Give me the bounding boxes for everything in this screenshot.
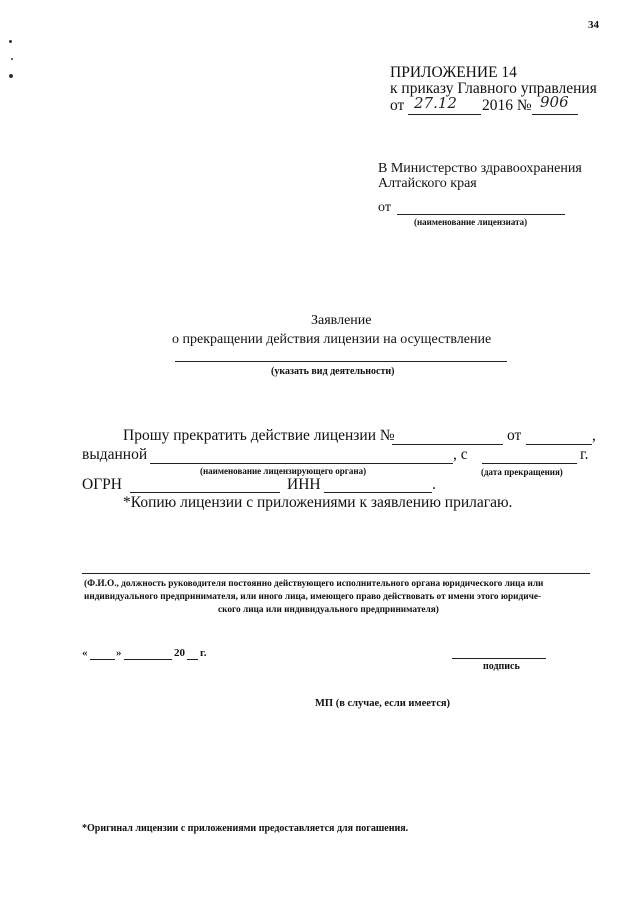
licensee-name-caption: (наименование лицензиата) (414, 217, 528, 227)
activity-type-caption: (указать вид деятельности) (271, 366, 395, 377)
date-year-prefix: 20 (174, 647, 185, 659)
inn-line (324, 492, 432, 493)
termination-since-label: , с (453, 446, 468, 463)
date-month-line (124, 659, 172, 660)
issued-by-label: выданной (82, 446, 148, 463)
signatory-line (82, 573, 590, 574)
footnote: *Оригинал лицензии с приложениями предоставляется для погашения. (82, 823, 409, 834)
addressee-line-2: Алтайского края (378, 176, 477, 191)
signatory-caption-1: (Ф.И.О., должность руководителя постоянно действующего исполнительного органа юридического лица или (84, 579, 544, 589)
license-date-line (526, 444, 592, 445)
from-label: от (378, 200, 391, 215)
signature-caption: подпись (483, 661, 520, 672)
addressee-line-1: В Министерство здравоохранения (378, 161, 582, 176)
ogrn-line (130, 492, 280, 493)
inn-period: . (432, 476, 436, 493)
date-year-line (187, 659, 198, 660)
order-date-prefix: от (390, 97, 405, 114)
signatory-caption-3: ского лица или индивидуального предпринимателя) (218, 605, 439, 615)
request-text: Прошу прекратить действие лицензии № (123, 427, 395, 444)
order-date-line (408, 114, 481, 115)
date-year-suffix: г. (200, 647, 207, 659)
signatory-caption-2: индивидуального предпринимателя, или иного лица, имеющего право действовать от имени этого юридиче- (84, 592, 542, 602)
date-close-quote: » (116, 647, 122, 659)
date-open-quote: « (82, 647, 88, 659)
document-title: Заявление (311, 313, 372, 328)
ogrn-label: ОГРН (82, 476, 122, 493)
request-comma: , (592, 427, 596, 444)
page-number: 34 (588, 19, 599, 31)
order-number-handwritten: 906 (540, 93, 569, 111)
termination-date-line (482, 463, 577, 464)
license-number-line (392, 444, 503, 445)
licensee-name-line (397, 214, 565, 215)
license-date-label: от (507, 427, 522, 444)
appendix-label: ПРИЛОЖЕНИЕ 14 (390, 64, 517, 81)
stamp-note: МП (в случае, если имеется) (315, 698, 451, 709)
issuer-name-caption: (наименование лицензирующего органа) (200, 466, 367, 476)
termination-date-caption: (дата прекращения) (481, 467, 563, 477)
order-year-number: 2016 № (482, 97, 532, 114)
attachment-note: *Копию лицензии с приложениями к заявлению прилагаю. (123, 494, 513, 511)
scan-speck (11, 58, 13, 60)
activity-type-line (175, 361, 507, 362)
scan-speck (9, 40, 12, 43)
order-reference: к приказу Главного управления (390, 80, 597, 97)
date-day-line (90, 659, 115, 660)
inn-label: ИНН (287, 476, 321, 493)
order-date-handwritten: 27.12 (414, 94, 457, 112)
scan-speck (9, 74, 13, 78)
termination-year-suffix: г. (580, 446, 589, 463)
issuer-name-line (150, 463, 453, 464)
order-number-line (532, 114, 578, 115)
signature-line (452, 658, 546, 659)
document-subtitle: о прекращении действия лицензии на осуществление (172, 332, 492, 347)
